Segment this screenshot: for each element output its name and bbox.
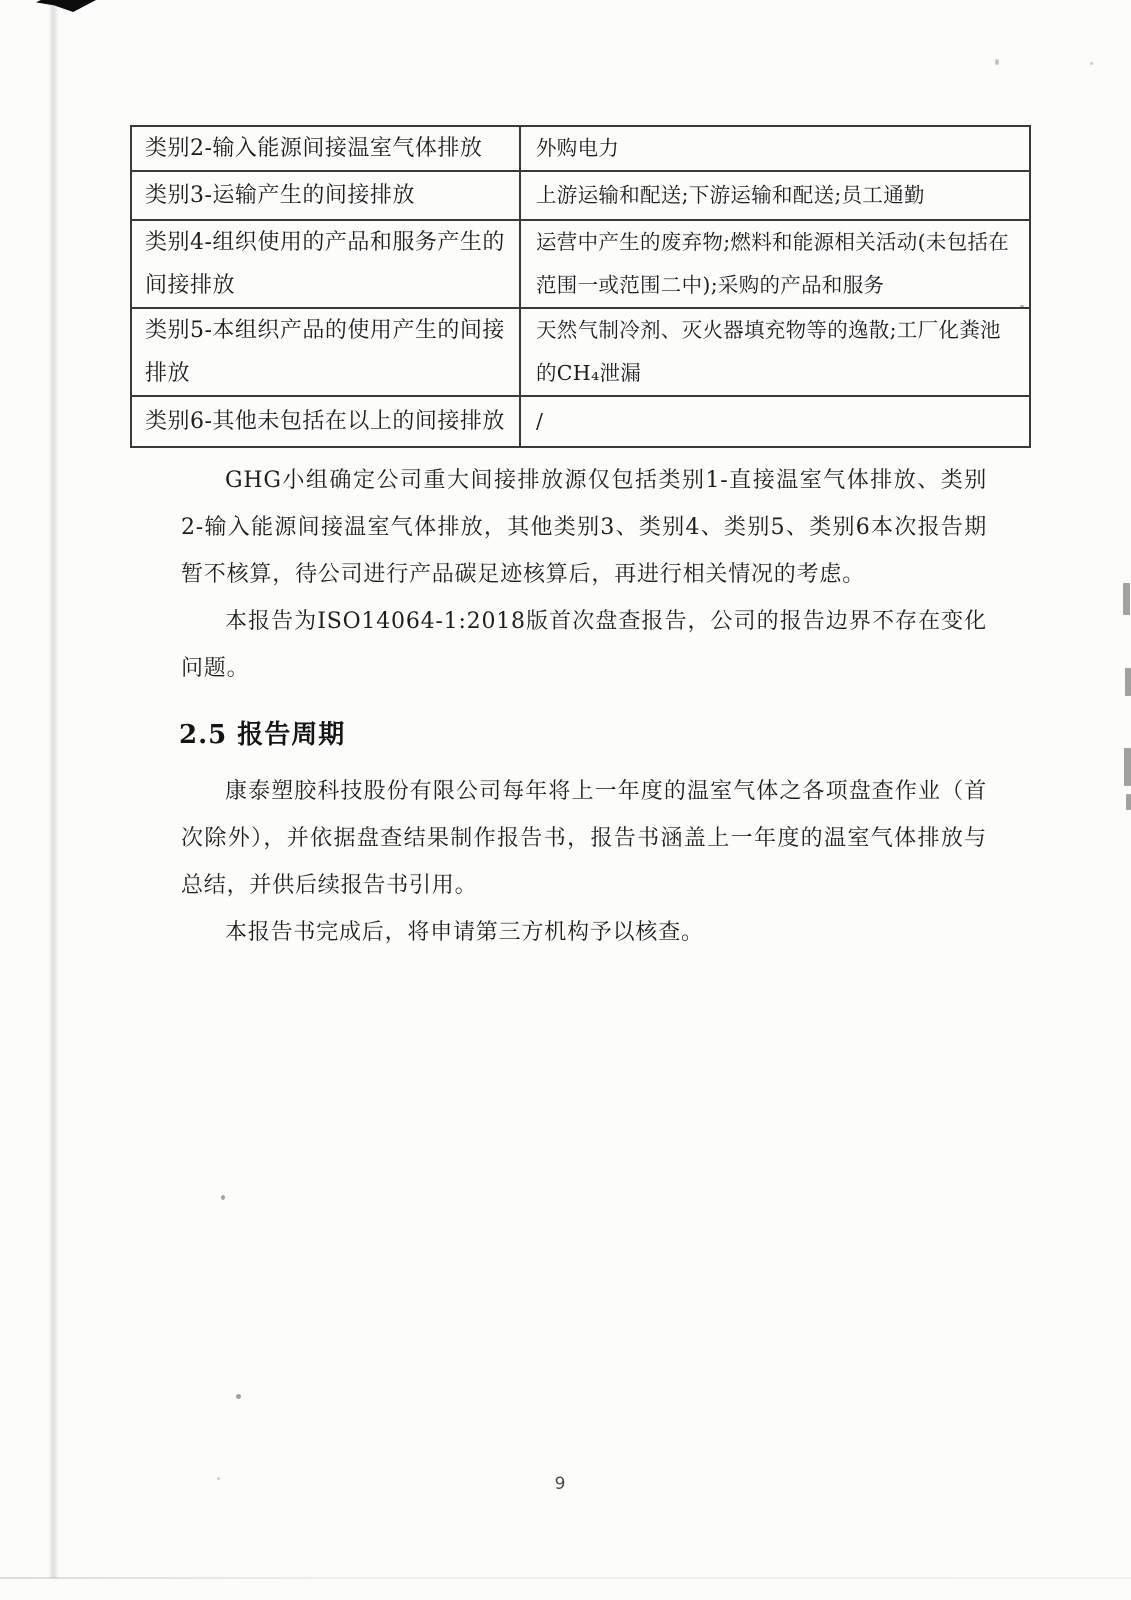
scan-bleed-mark	[1125, 668, 1131, 696]
table-row	[132, 219, 1029, 307]
category-cell: 类别3-运输产生的间接排放	[132, 172, 521, 219]
scan-speck	[1090, 62, 1093, 65]
emission-categories-table	[130, 125, 1031, 448]
scan-speck	[995, 59, 999, 65]
category-cell: 类别6-其他未包括在以上的间接排放	[132, 397, 521, 446]
sources-cell: 上游运输和配送;下游运输和配送;员工通勤	[536, 183, 925, 207]
sources-cell: 外购电力	[536, 136, 620, 160]
scan-bleed-mark	[1126, 794, 1131, 810]
paragraph-verification: 本报告书完成后，将申请第三方机构予以核查。	[225, 920, 704, 945]
category-cell: 类别5-本组织产品的使用产生的间接排放	[132, 309, 521, 395]
category-cell: 类别2-输入能源间接温室气体排放	[132, 127, 521, 170]
scan-bleed-mark	[1124, 748, 1131, 786]
scan-fold-line	[49, 4, 58, 1578]
document-body	[181, 457, 987, 956]
sources-cell: /	[536, 409, 544, 433]
scan-bottom-edge	[0, 1577, 1131, 1579]
table-row	[132, 395, 1029, 446]
category-cell: 类别4-组织使用的产品和服务产生的间接排放	[132, 221, 521, 307]
section-heading-report-cycle: 2.5 报告周期	[179, 720, 346, 750]
sources-cell: 天然气制冷剂、灭火器填充物等的逸散;工厂化粪池的CH₄泄漏	[536, 318, 1001, 385]
scan-speck	[236, 1394, 241, 1399]
paragraph-report-cycle: 康泰塑胶科技股份有限公司每年将上一年度的温室气体之各项盘查作业（首次除外），并依据盘查结果制作报告书，报告书涵盖上一年度的温室气体排放与总结，并供后续报告书引用。	[181, 779, 987, 898]
page-number: 9	[554, 1474, 566, 1494]
scan-bleed-mark	[1123, 583, 1130, 615]
table-row	[132, 127, 1029, 170]
table-row	[132, 307, 1029, 395]
sources-cell: 运营中产生的废弃物;燃料和能源相关活动(未包括在范围一或范围二中);采购的产品和服务	[536, 230, 1010, 297]
table-row	[132, 170, 1029, 219]
paragraph-report-boundary: 本报告为ISO14064-1:2018版首次盘查报告，公司的报告边界不存在变化问题。	[181, 609, 987, 681]
scan-corner-mark	[36, 0, 96, 12]
paragraph-ghg-scope: GHG小组确定公司重大间接排放源仅包括类别1-直接温室气体排放、类别2-输入能源间接温室气体排放，其他类别3、类别4、类别5、类别6本次报告期暂不核算，待公司进行产品碳足迹核算后，再进行相关情况的考虑。	[181, 468, 987, 587]
scan-speck	[221, 1195, 225, 1200]
